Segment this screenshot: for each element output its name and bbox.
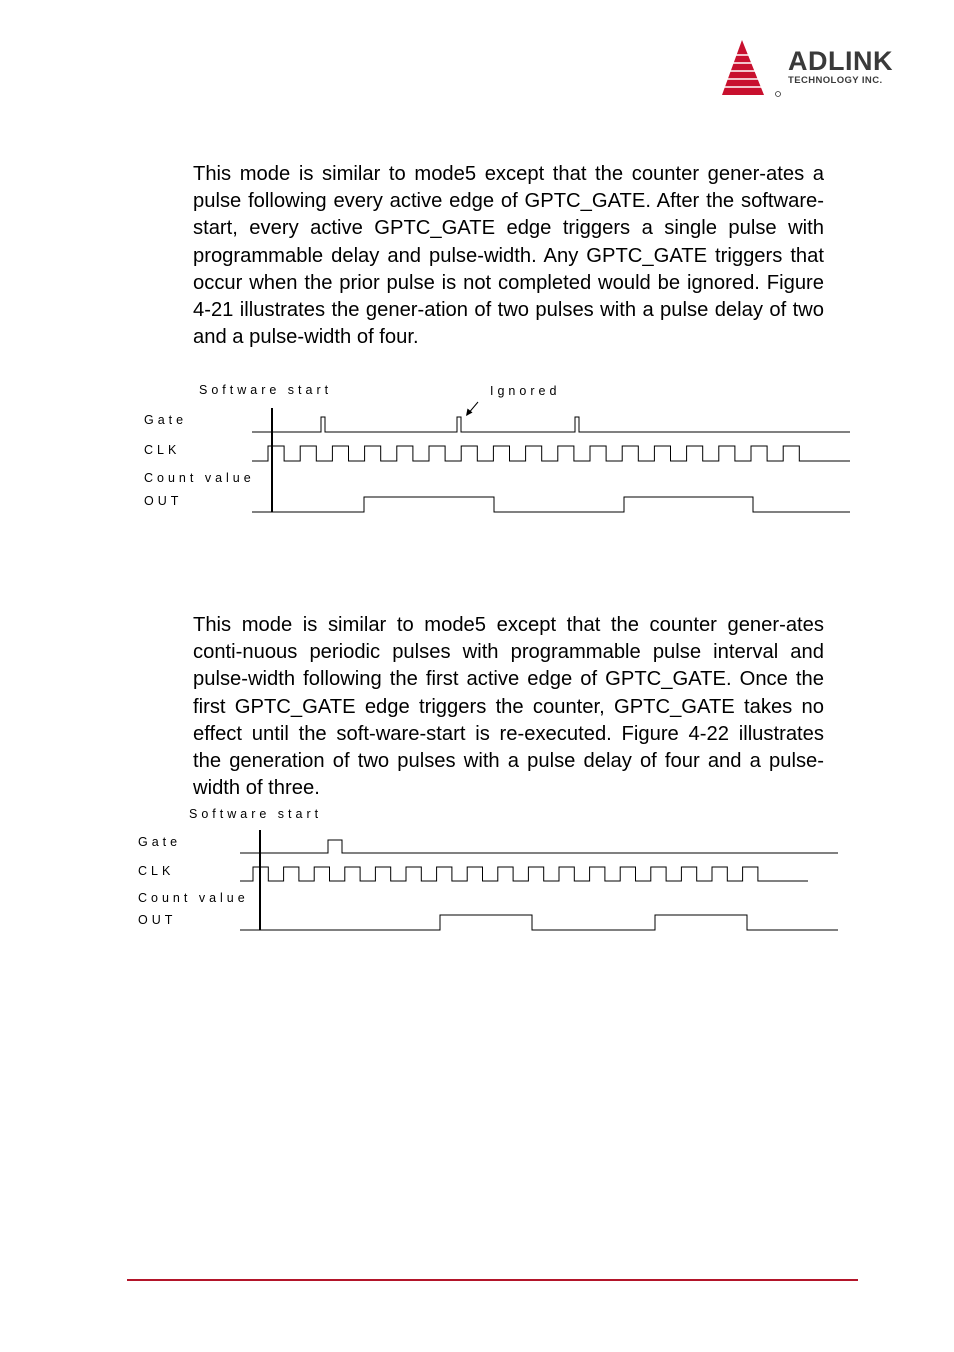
mode7-description: This mode is similar to mode5 except that the counter gener-ates conti-nuous periodic pulses with programmable pulse interval and pulse-width following the first active edge of GPTC_GATE. Once the first GPTC_GATE edge triggers the counter, GPTC_GATE takes no effect until the soft-ware-start is re-executed. Figure 4-22 illustrates the generation of two pulses with a pulse delay of four and a pulse-width of three. bbox=[193, 614, 824, 800]
ignored-arrow-icon bbox=[466, 402, 478, 416]
software-start-label: Software start bbox=[199, 383, 333, 397]
count-value-label: Count value bbox=[138, 891, 249, 905]
software-start-label: Software start bbox=[189, 807, 323, 821]
clk-waveform bbox=[252, 446, 850, 461]
gate-label: Gate bbox=[144, 413, 188, 427]
out-waveform bbox=[252, 497, 850, 512]
ignored-label: Ignored bbox=[490, 384, 561, 398]
brand-subtitle: TECHNOLOGY INC. bbox=[788, 75, 883, 86]
gate-waveform bbox=[252, 417, 850, 432]
count-value-label: Count value bbox=[144, 471, 255, 485]
mode6-description: This mode is similar to mode5 except that the counter gener-ates a pulse following every active edge of GPTC_GATE. After the software-start, every active GPTC_GATE edge triggers a single pulse with programmable delay and pulse-width. Any GPTC_GATE triggers that occur when the prior pulse is not completed would be ignored. Figure 4-21 illustrates the gener-ation of two pulses with a pulse delay of two and a pulse-width of four. bbox=[193, 163, 824, 349]
clk-label: CLK bbox=[144, 443, 181, 457]
gate-waveform bbox=[240, 840, 838, 853]
footer-rule bbox=[127, 1279, 858, 1281]
adlink-logo bbox=[720, 38, 920, 100]
out-waveform bbox=[240, 915, 838, 930]
gate-label: Gate bbox=[138, 835, 182, 849]
timing-diagram-figure-4-21 bbox=[0, 375, 954, 525]
clk-label: CLK bbox=[138, 864, 175, 878]
brand-name: ADLINK bbox=[788, 46, 893, 76]
out-label: OUT bbox=[138, 913, 177, 927]
adlink-triangle-icon bbox=[720, 38, 784, 100]
clk-waveform bbox=[240, 867, 808, 881]
timing-diagram-figure-4-22 bbox=[0, 800, 954, 940]
out-label: OUT bbox=[144, 494, 183, 508]
